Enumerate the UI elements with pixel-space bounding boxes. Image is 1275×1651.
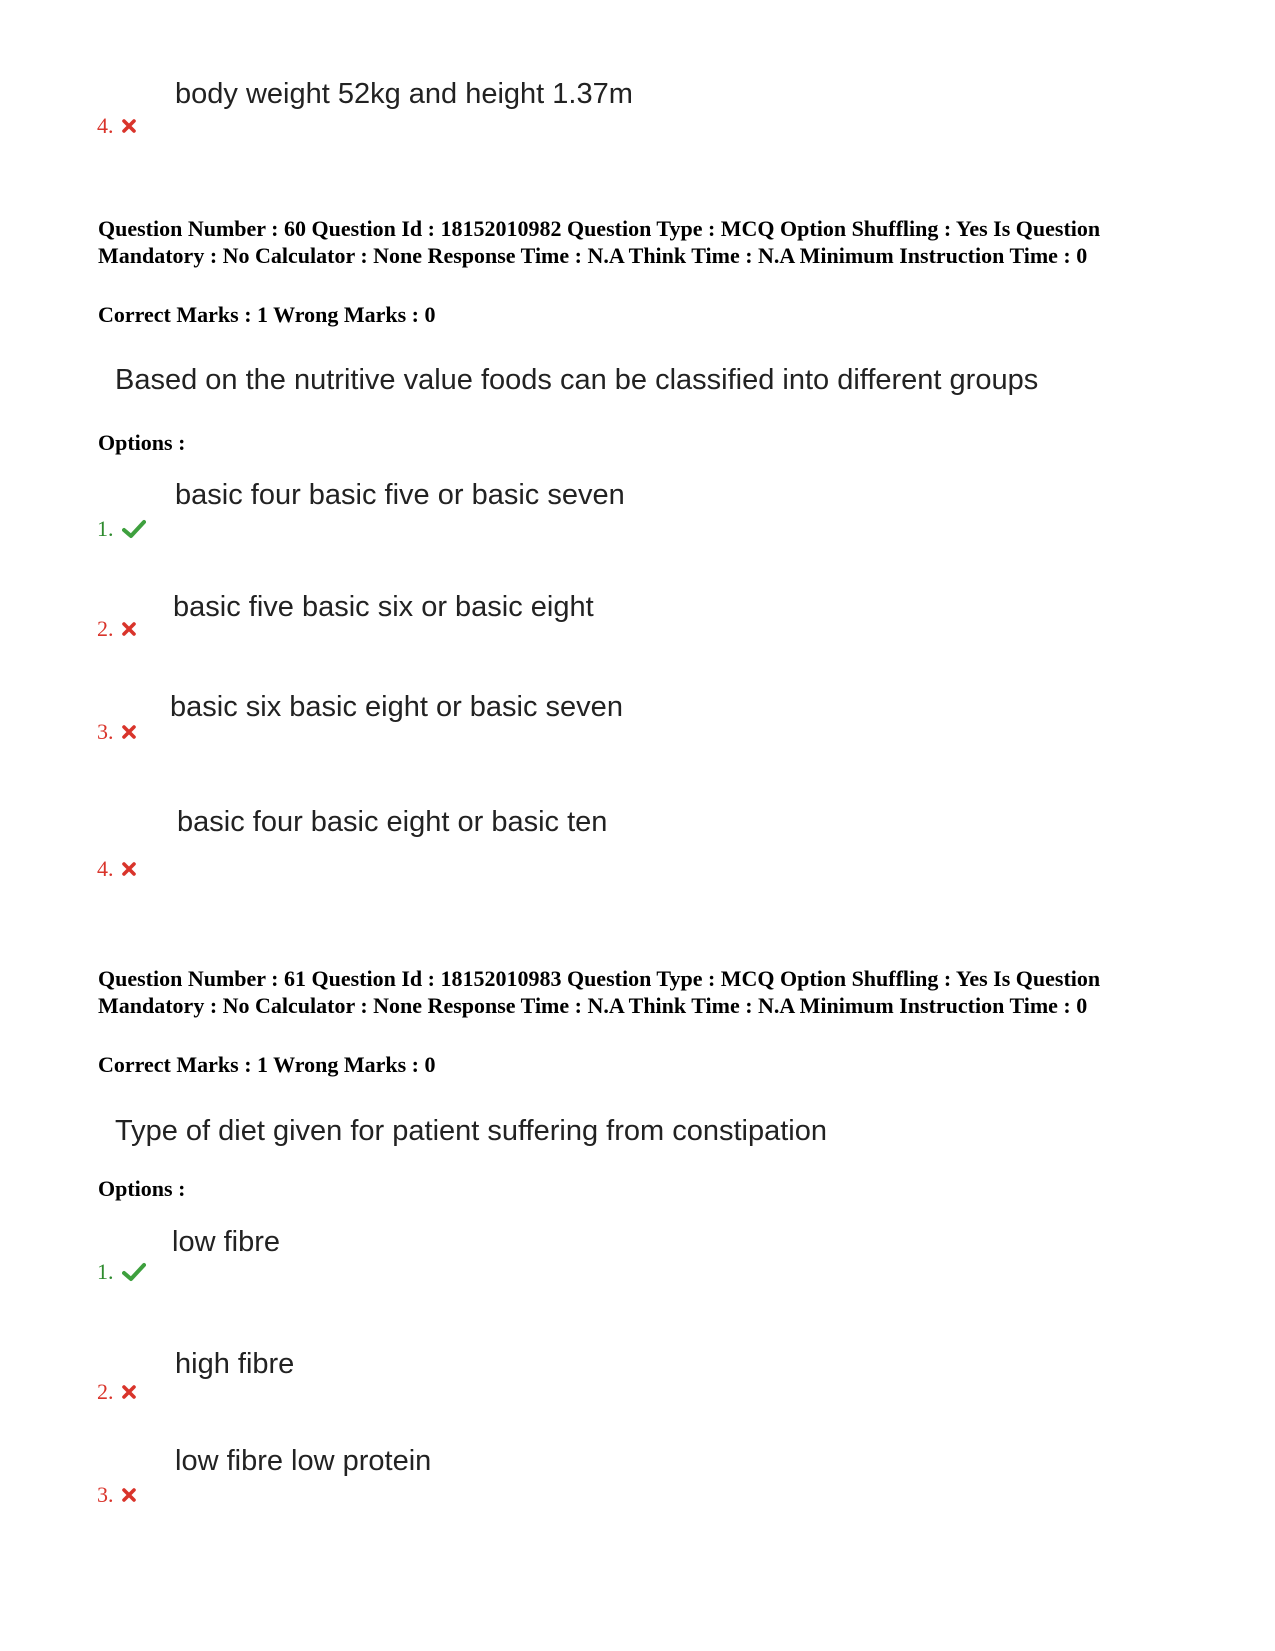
question-meta: Question Number : 61 Question Id : 18152010983 Question Type : MCQ Option Shuffling : Yes Is Question Mandatory : No Calculator : None Response Time : N.A Think Time : N.A Minimum Instruction Time : 0	[98, 966, 1101, 1018]
option-number: 4.	[97, 856, 114, 881]
check-icon	[122, 519, 146, 539]
cross-icon	[122, 862, 136, 876]
option-text: low fibre	[172, 1226, 280, 1258]
option-number: 3.	[97, 719, 114, 744]
option-number: 2.	[97, 616, 114, 641]
check-icon	[122, 1262, 146, 1282]
option-number: 1.	[97, 516, 114, 541]
option-text: basic five basic six or basic eight	[173, 591, 594, 623]
option-marker	[97, 618, 136, 640]
option-text: high fibre	[175, 1348, 295, 1380]
option-marker	[97, 115, 136, 137]
question-text: Based on the nutritive value foods can be classified into different groups	[115, 364, 1039, 396]
option-marker	[97, 1261, 146, 1283]
question-text: Type of diet given for patient suffering from constipation	[115, 1115, 827, 1147]
option-marker	[97, 858, 136, 880]
option-number: 4.	[97, 113, 114, 138]
option-number: 1.	[97, 1259, 114, 1284]
options-label: Options :	[98, 430, 186, 455]
option-marker	[97, 1381, 136, 1403]
question-marks: Correct Marks : 1 Wrong Marks : 0	[98, 302, 436, 327]
option-text: basic four basic eight or basic ten	[177, 806, 608, 838]
question-meta: Question Number : 60 Question Id : 18152010982 Question Type : MCQ Option Shuffling : Yes Is Question Mandatory : No Calculator : None Response Time : N.A Think Time : N.A Minimum Instruction Time : 0	[98, 216, 1101, 268]
options-label: Options :	[98, 1176, 186, 1201]
option-number: 2.	[97, 1379, 114, 1404]
option-text: basic four basic five or basic seven	[175, 479, 625, 511]
option-text: basic six basic eight or basic seven	[170, 691, 623, 723]
option-text: body weight 52kg and height 1.37m	[175, 78, 633, 110]
cross-icon	[122, 622, 136, 636]
option-marker	[97, 1484, 136, 1506]
cross-icon	[122, 1488, 136, 1502]
cross-icon	[122, 725, 136, 739]
option-marker	[97, 721, 136, 743]
question-marks: Correct Marks : 1 Wrong Marks : 0	[98, 1052, 436, 1077]
cross-icon	[122, 1385, 136, 1399]
option-text: low fibre low protein	[175, 1445, 432, 1477]
option-marker	[97, 518, 146, 540]
cross-icon	[122, 119, 136, 133]
option-number: 3.	[97, 1482, 114, 1507]
